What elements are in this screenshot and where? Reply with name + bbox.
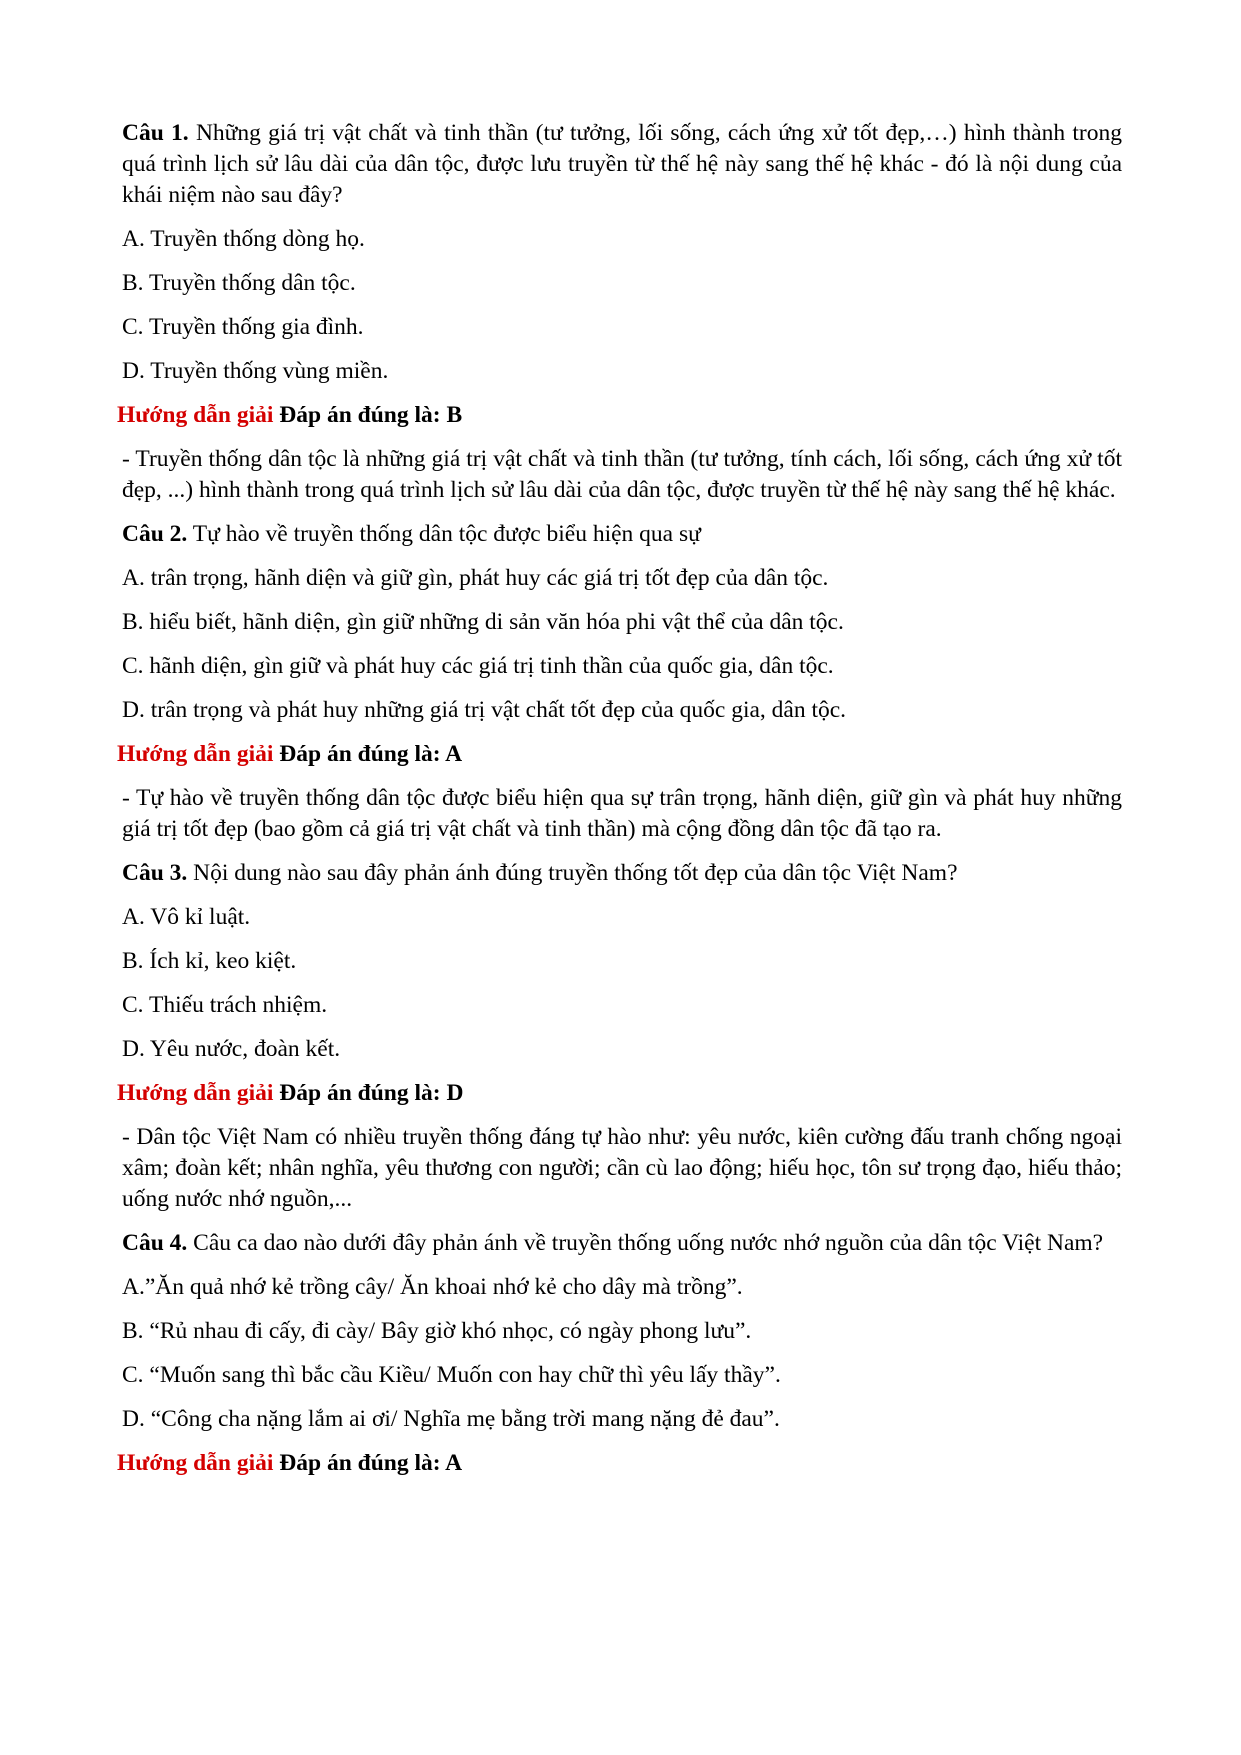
question-2 bbox=[117, 519, 1122, 845]
option-c: C. “Muốn sang thì bắc cầu Kiều/ Muốn con hay chữ thì yêu lấy thầy”. bbox=[122, 1362, 781, 1388]
option-c: C. hãnh diện, gìn giữ và phát huy các giá trị tinh thần của quốc gia, dân tộc. bbox=[122, 653, 834, 679]
question-label: Câu 3. bbox=[122, 860, 188, 886]
question-text bbox=[122, 1228, 1122, 1259]
option-d: D. “Công cha nặng lắm ai ơi/ Nghĩa mẹ bằng trời mang nặng đẻ đau”. bbox=[122, 1406, 780, 1432]
question-3 bbox=[117, 858, 1122, 1215]
option-a: A. Truyền thống dòng họ. bbox=[122, 226, 365, 252]
guide-label: Hướng dẫn giải bbox=[117, 402, 274, 428]
question-text bbox=[122, 519, 1122, 550]
question-body: Những giá trị vật chất và tinh thần (tư tưởng, lối sống, cách ứng xử tốt đẹp,…) hình thành trong quá trình lịch sử lâu dài của dân tộc, được lưu truyền từ thế hệ này sang thế hệ khác - đó là nội dung của khái niệm nào sau đây? bbox=[122, 120, 1123, 208]
solution-heading bbox=[117, 400, 1122, 431]
answer-text: Đáp án đúng là: B bbox=[279, 402, 463, 428]
solution-heading bbox=[117, 739, 1122, 770]
question-label: Câu 2. bbox=[122, 521, 188, 547]
option-c: C. Thiếu trách nhiệm. bbox=[122, 992, 328, 1018]
question-body: Câu ca dao nào dưới đây phản ánh về truyền thống uống nước nhớ nguồn của dân tộc Việt Nam? bbox=[193, 1230, 1104, 1256]
option-b: B. Truyền thống dân tộc. bbox=[122, 270, 356, 296]
question-1 bbox=[117, 118, 1123, 506]
guide-label: Hướng dẫn giải bbox=[117, 741, 274, 767]
answer-text: Đáp án đúng là: A bbox=[279, 741, 463, 767]
explanation-text: - Tự hào về truyền thống dân tộc được biểu hiện qua sự trân trọng, hãnh diện, giữ gìn và phát huy những giá trị tốt đẹp (bao gồm cả giá trị vật chất và tinh thần) mà cộng đồng dân tộc đã tạo ra. bbox=[122, 785, 1122, 842]
solution-heading bbox=[117, 1078, 1122, 1109]
question-label: Câu 4. bbox=[122, 1230, 188, 1256]
option-c: C. Truyền thống gia đình. bbox=[122, 314, 364, 340]
option-d: D. Truyền thống vùng miền. bbox=[122, 358, 389, 384]
guide-label: Hướng dẫn giải bbox=[117, 1450, 274, 1476]
question-text bbox=[122, 118, 1122, 211]
document-page bbox=[117, 118, 1123, 1492]
question-body: Nội dung nào sau đây phản ánh đúng truyền thống tốt đẹp của dân tộc Việt Nam? bbox=[193, 860, 958, 886]
option-d: D. trân trọng và phát huy những giá trị vật chất tốt đẹp của quốc gia, dân tộc. bbox=[122, 697, 847, 723]
explanation-text: - Dân tộc Việt Nam có nhiều truyền thống đáng tự hào như: yêu nước, kiên cường đấu tranh chống ngoại xâm; đoàn kết; nhân nghĩa, yêu thương con người; cần cù lao động; hiếu học, tôn sư trọng đạo, hiếu thảo; uống nước nhớ nguồn,... bbox=[122, 1124, 1122, 1212]
option-b: B. hiểu biết, hãnh diện, gìn giữ những di sản văn hóa phi vật thể của dân tộc. bbox=[122, 609, 844, 635]
question-4 bbox=[117, 1228, 1122, 1479]
solution-heading bbox=[117, 1448, 1122, 1479]
option-a: A. trân trọng, hãnh diện và giữ gìn, phát huy các giá trị tốt đẹp của dân tộc. bbox=[122, 565, 829, 591]
question-body: Tự hào về truyền thống dân tộc được biểu hiện qua sự bbox=[192, 521, 701, 547]
option-b: B. Ích kỉ, keo kiệt. bbox=[122, 948, 297, 974]
option-a: A.”Ăn quả nhớ kẻ trồng cây/ Ăn khoai nhớ kẻ cho dây mà trồng”. bbox=[122, 1274, 743, 1300]
option-a: A. Vô kỉ luật. bbox=[122, 904, 251, 930]
answer-text: Đáp án đúng là: A bbox=[279, 1450, 463, 1476]
option-d: D. Yêu nước, đoàn kết. bbox=[122, 1036, 341, 1062]
guide-label: Hướng dẫn giải bbox=[117, 1080, 274, 1106]
answer-text: Đáp án đúng là: D bbox=[279, 1080, 464, 1106]
question-label: Câu 1. bbox=[122, 120, 189, 146]
explanation-text: - Truyền thống dân tộc là những giá trị vật chất và tinh thần (tư tưởng, tính cách, lối sống, cách ứng xử tốt đẹp, ...) hình thành trong quá trình lịch sử lâu dài của dân tộc, được truyền từ thế hệ này sang thế hệ khác. bbox=[122, 446, 1122, 503]
option-b: B. “Rủ nhau đi cấy, đi cày/ Bây giờ khó nhọc, có ngày phong lưu”. bbox=[122, 1318, 752, 1344]
question-text bbox=[122, 858, 1122, 889]
